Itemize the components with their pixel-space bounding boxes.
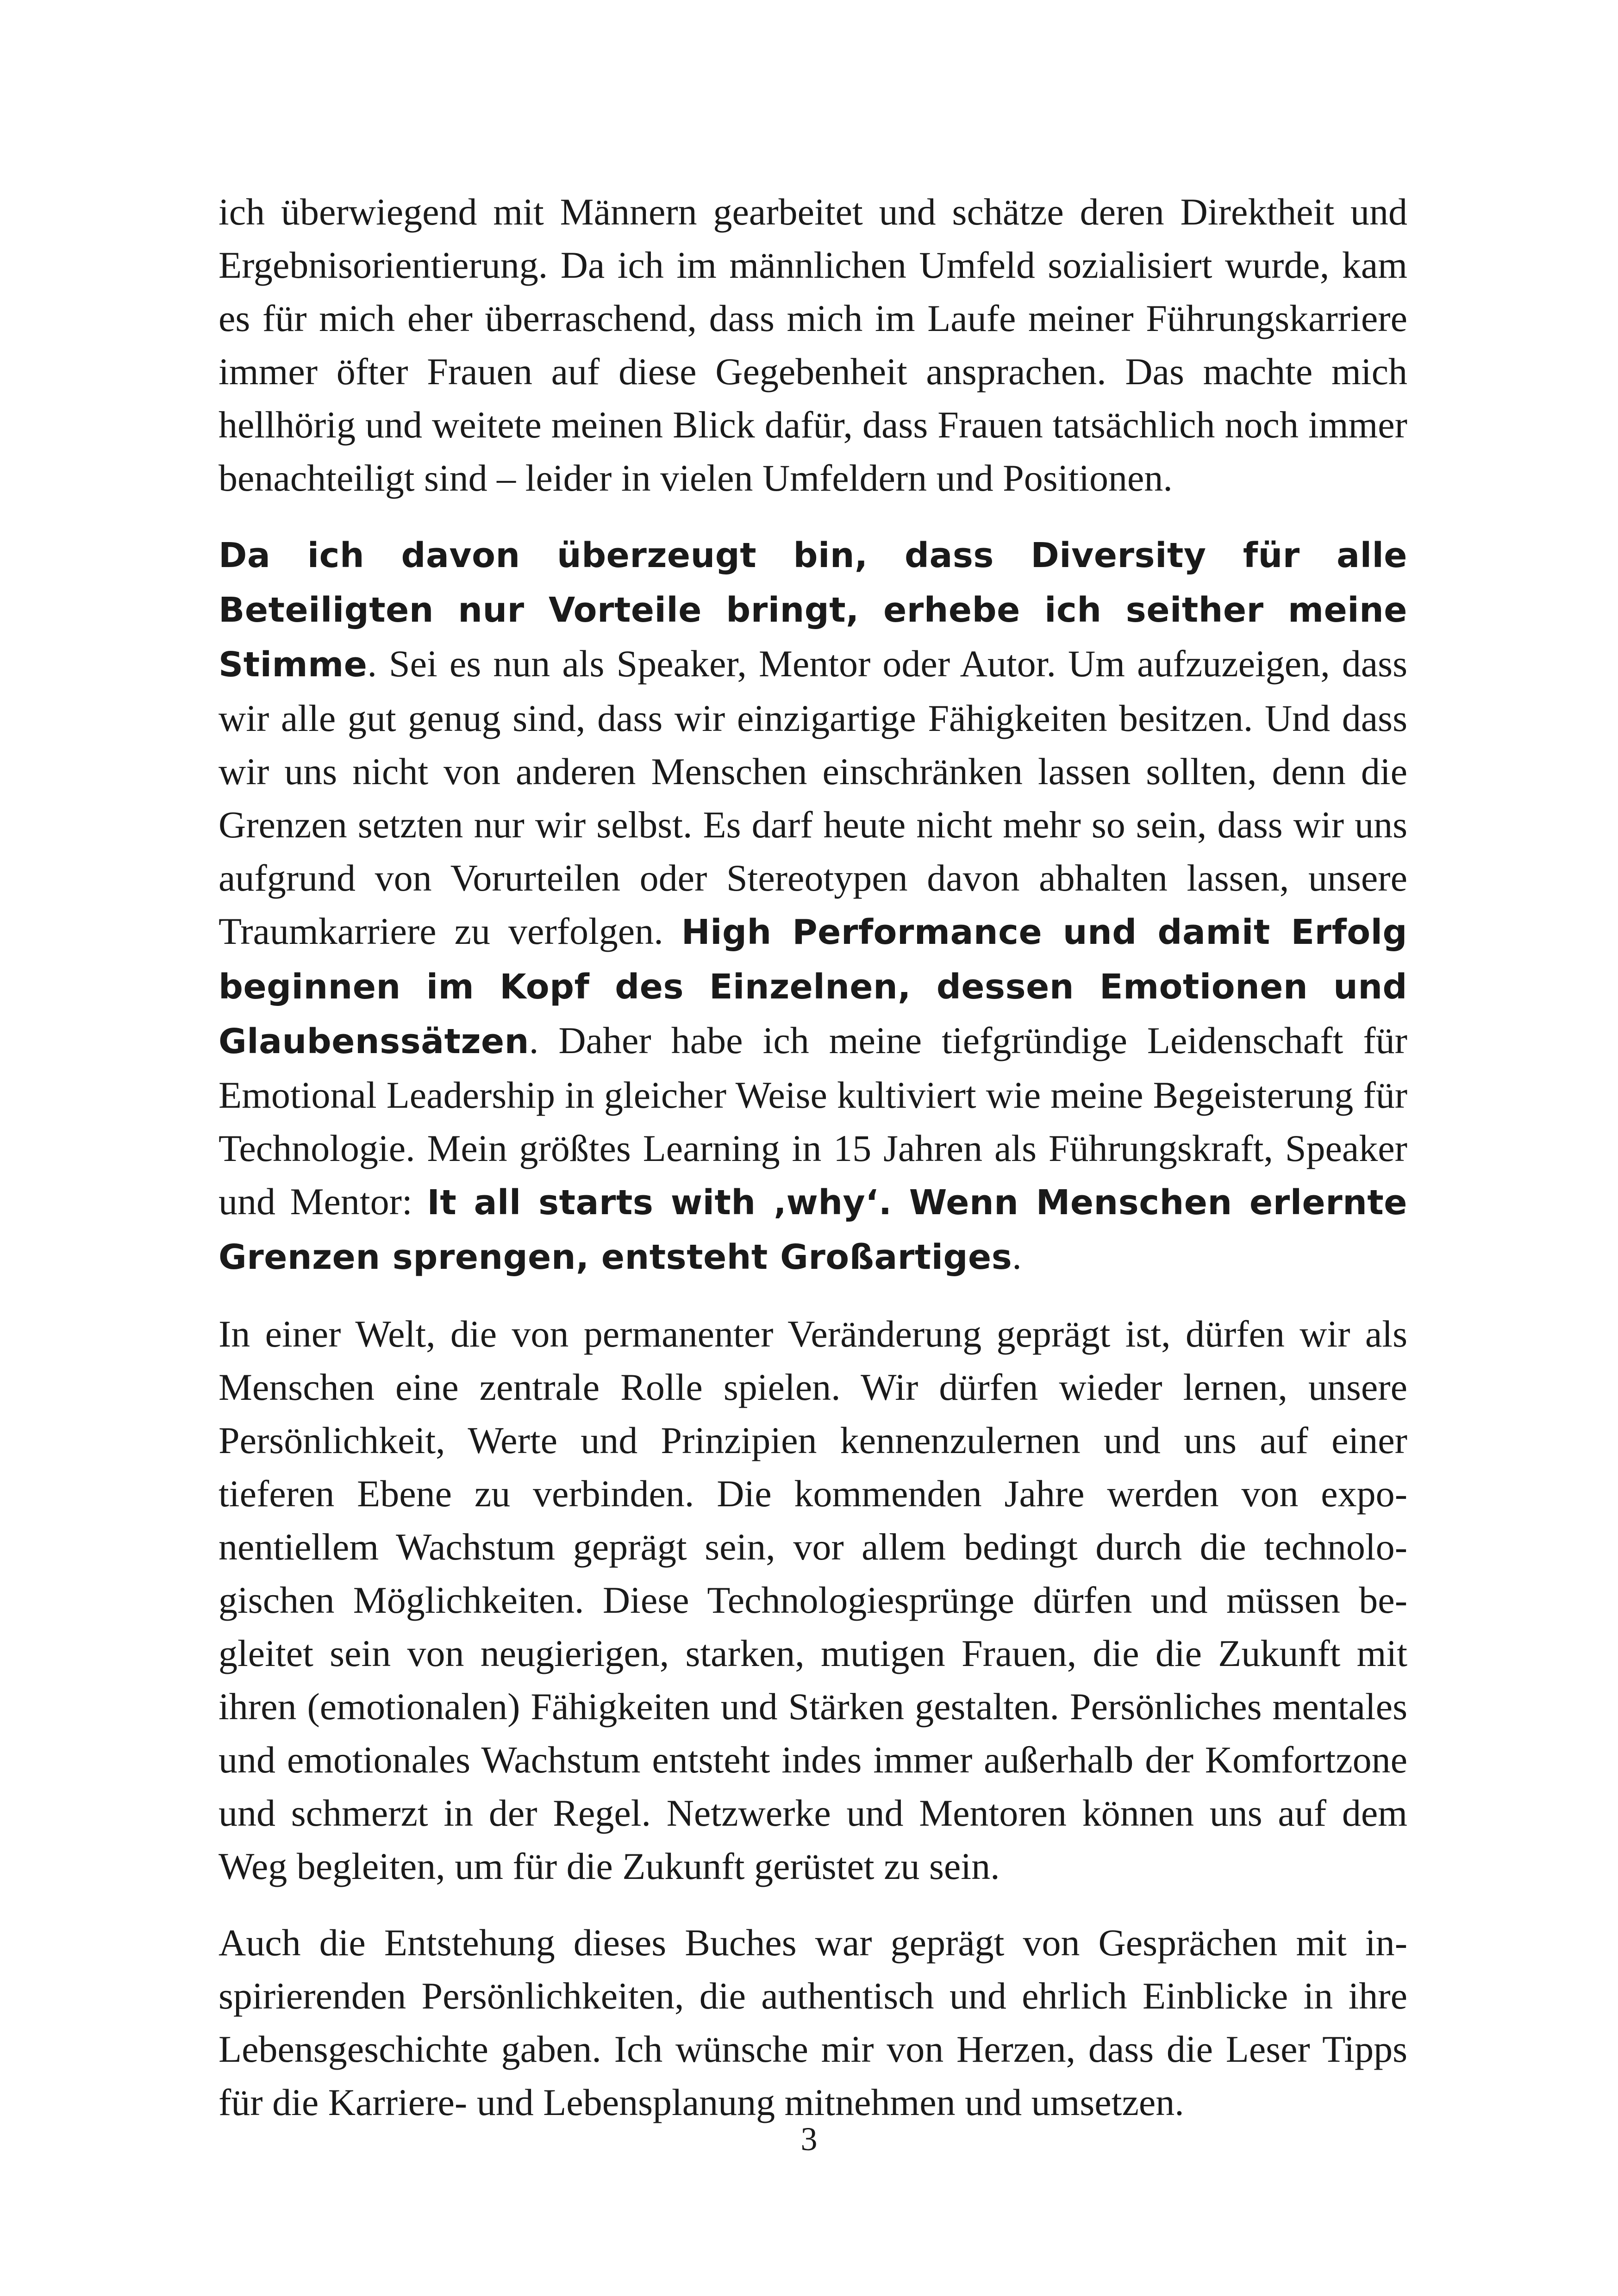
- paragraph-2: [219, 528, 1407, 1284]
- page-number: 3: [800, 2121, 818, 2158]
- paragraph-1: [219, 185, 1407, 505]
- text-span: .: [1012, 1235, 1022, 1277]
- text-span: Auch die Entstehung dieses Buches war geprägt von Gesprächen mit inspirierenden Persönlichkeiten, die authentisch und ehrlich Einblicke in ihre Lebensgeschichte gaben. Ich wünsche mir von Herzen, dass die Leser Tipps für die Karriere- und Lebensplanung mitnehmen und umsetzen.: [219, 1922, 1407, 2123]
- text-span: In einer Welt, die von permanenter Veränderung geprägt ist, dürfen wir als Menschen eine zentrale Rolle spielen. Wir dürfen wieder lernen, unsere Persönlichkeit, Werte und Prinzipien kennenzulernen und uns auf einer tieferen Ebene zu verbinden. Die kommenden Jahre werden von exponentiellem Wachstum geprägt sein, vor allem bedingt durch die technologischen Möglichkeiten. Diese Technologiesprünge dürfen und müssen begleitet sein von neugierigen, starken, mutigen Frauen, die die Zukunft mit ihren (emotionalen) Fähigkeiten und Stärken gestalten. Persönliches mentales und emotionales Wachstum entsteht indes immer außerhalb der Komfortzone und schmerzt in der Regel. Netzwerke und Mentoren können uns auf dem Weg begleiten, um für die Zukunft gerüstet zu sein.: [219, 1313, 1407, 1887]
- paragraph-4: [219, 1916, 1407, 2129]
- text-span: . Daher habe ich meine tiefgründige Leidenschaft für Emotional Leadership in gleicher Weise kultiviert wie meine Begeisterung für Technologie. Mein größtes Learning in 15 Jahren als Führungskraft, Speaker und Mentor:: [219, 1019, 1407, 1223]
- bold-text-span: High Performance und damit Erfolg beginnen im Kopf des Einzelnen, dessen Emotionen und Glaubenssätzen: [219, 912, 1407, 1061]
- bold-text-span: Da ich davon überzeugt bin, dass Diversity für alle Beteiligten nur Vorteile bringt, erhebe ich seither meine Stimme: [219, 536, 1407, 685]
- bold-text-span: It all starts with ‚why‘. Wenn Menschen erlernte Grenzen sprengen, entsteht Großartiges: [219, 1183, 1407, 1277]
- text-span: ich überwiegend mit Männern gearbeitet und schätze deren Direktheit und Ergebnisorientierung. Da ich im männlichen Umfeld sozialisiert wurde, kam es für mich eher überraschend, dass mich im Laufe meiner Führungskarriere immer öfter Frauen auf diese Gegebenheit ansprachen. Das machte mich hellhörig und weitete meinen Blick dafür, dass Frauen tatsächlich noch immer benachteiligt sind – leider in vielen Umfeldern und Positionen.: [219, 191, 1407, 499]
- paragraph-3: [219, 1307, 1407, 1893]
- body-text: [219, 185, 1407, 2152]
- text-span: . Sei es nun als Speaker, Mentor oder Autor. Um aufzuzeigen, dass wir alle gut genug sind, dass wir einzigartige Fähigkeiten besitzen. Und dass wir uns nicht von anderen Menschen einschränken lassen sollten, denn die Grenzen setzten nur wir selbst. Es darf heute nicht mehr so sein, dass wir uns aufgrund von Vorurteilen oder Stereotypen davon abhalten lassen, unsere Traumkarriere zu verfolgen.: [219, 643, 1407, 952]
